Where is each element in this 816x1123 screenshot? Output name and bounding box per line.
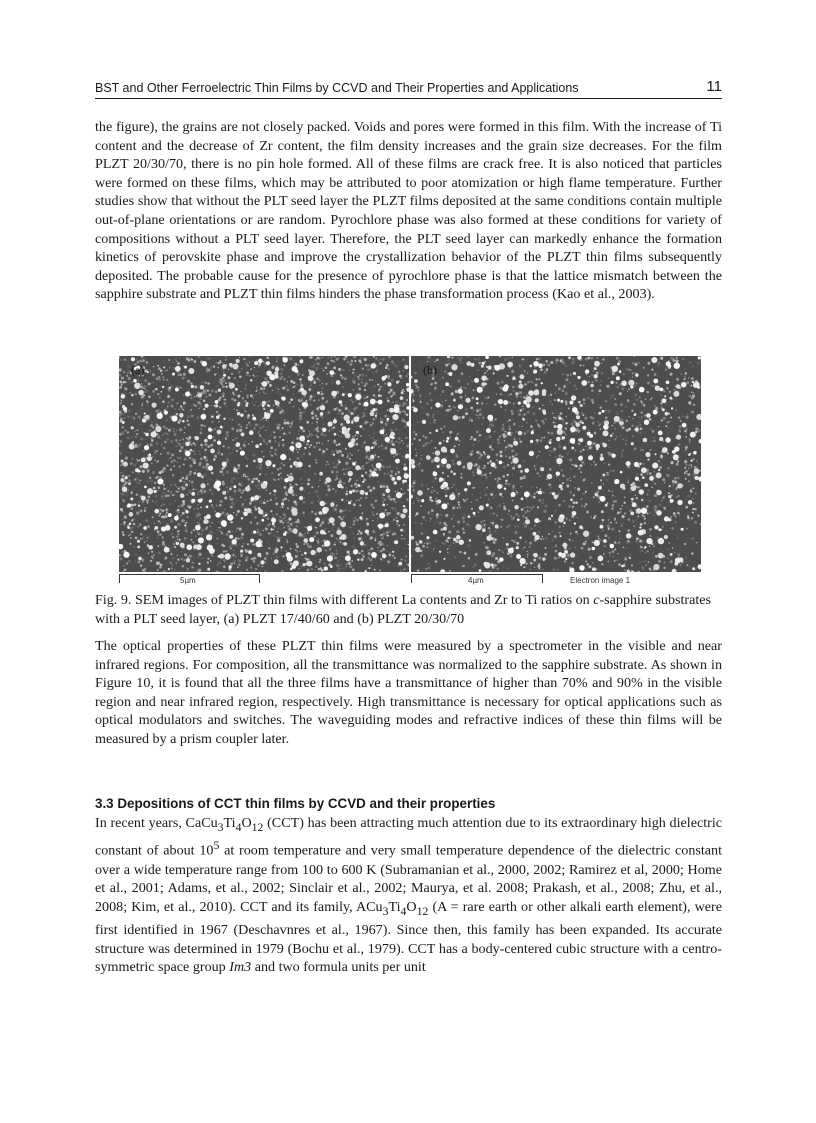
- scale-label-a: 5µm: [180, 576, 196, 585]
- p3-italic-1: Im3: [229, 959, 252, 976]
- scale-label-b: 4µm: [468, 576, 484, 585]
- p3-text-6: Ti: [388, 898, 401, 915]
- electron-image-label: Electron image 1: [570, 576, 631, 585]
- p3-sub-2: 4: [235, 820, 242, 834]
- p3-text-8: (A = rare earth or other alkali earth element), were first identified in 1967 (Deschavnres et al., 1967). Since then, this family has been expanded. Its accurate structure was determined in 1979 (Bochu et al., 1979). CCT has a body-centered cubic structure with a centro-symmetric space group: [95, 898, 722, 976]
- p3-text-2: Ti: [223, 815, 236, 831]
- paragraph-2: The optical properties of these PLZT thin films were measured by a spectrometer in the visible and near infrared regions. For composition, all the transmittance was normalized to the sapphire substrate. As shown in Figure 10, it is found that all the three films have a transmittance of higher than 70% and 90% in the visible region and near infrared region, respectively. High transmittance is necessary for optical applications such as optical modulators and switches. The waveguiding modes and refractive indices of these thin films will be measured by a prism coupler later.: [95, 638, 722, 747]
- panel-label-b: (b): [423, 363, 437, 377]
- caption-italic: c: [593, 592, 600, 608]
- p3-text-5: at room temperature and very small temperature dependence of the dielectric constant over a wide temperature range from 100 to 600 K (Subramanian et al., 2000, 2002; Ramirez et al, 2000; Home et al., 2001; Adams, et al., 2002; Sinclair et al., 2002; Maurya, et al. 2008; Prakash, et al., 2008; Zhu, et al., 2008; Kim, et al., 2010). CCT and its family, ACu: [95, 843, 722, 915]
- header-title: BST and Other Ferroelectric Thin Films by CCVD and Their Properties and Applications: [95, 81, 579, 95]
- caption-text-1: Fig. 9. SEM images of PLZT thin films with different La contents and Zr to Ti ratios on: [95, 592, 594, 608]
- p3-sub-3: 12: [251, 820, 264, 834]
- p3-text-3: O: [241, 815, 252, 831]
- figure-caption: [95, 591, 722, 628]
- p3-text-9: and two formula units per unit: [251, 959, 426, 976]
- section-heading: 3.3 Depositions of CCT thin films by CCVD and their properties: [95, 796, 496, 811]
- p3-text-7: O: [406, 898, 417, 915]
- p3-text-4: (CCT) has been attracting much attention due to its extraordinary high dielectric constant of about 10: [95, 815, 722, 860]
- running-header: [95, 78, 722, 99]
- p3-sup-1: 5: [213, 839, 220, 853]
- sem-texture-a: [119, 356, 409, 572]
- sem-image-a: [119, 356, 409, 572]
- page-number: 11: [706, 78, 722, 95]
- p3-sub-5: 4: [400, 904, 407, 918]
- caption-text-2: -sapphire substrates with a PLT seed layer, (a) PLZT 17/40/60 and (b) PLZT 20/30/70: [95, 592, 712, 627]
- p3-sub-4: 3: [382, 904, 389, 918]
- paragraph-1: the figure), the grains are not closely packed. Voids and pores were formed in this film. With the increase of Ti content and the decrease of Zr content, the film density increases and the grain size decreases. For the film PLZT 20/30/70, there is no pin hole formed. All of these films are crack free. It is also noticed that particles were formed on these films, which may be attributed to poor atomization or high flame temperature. Further studies show that without the PLT seed layer the PLZT films deposited at the same conditions contain multiple out-of-plane orientations or are random. Pyrochlore phase was also formed at these conditions for variety of compositions without a PLT seed layer. Therefore, the PLT seed layer can markedly enhance the formation kinetics of perovskite phase and improve the crystallization behavior of the PLZT thin films subsequently deposited. The probable cause for the presence of pyrochlore phase is that the lattice mismatch between the sapphire substrate and PLZT thin films hinders the phase transformation process (Kao et al., 2003).: [95, 119, 722, 303]
- p3-sub-6: 12: [416, 904, 429, 918]
- panel-label-a: (a): [131, 363, 145, 377]
- sem-texture-b: [411, 356, 701, 572]
- paragraph-3: [95, 814, 722, 977]
- p3-sub-1: 3: [217, 820, 224, 834]
- sem-image-b: [411, 356, 701, 572]
- p3-text-1: In recent years, CaCu: [95, 815, 218, 831]
